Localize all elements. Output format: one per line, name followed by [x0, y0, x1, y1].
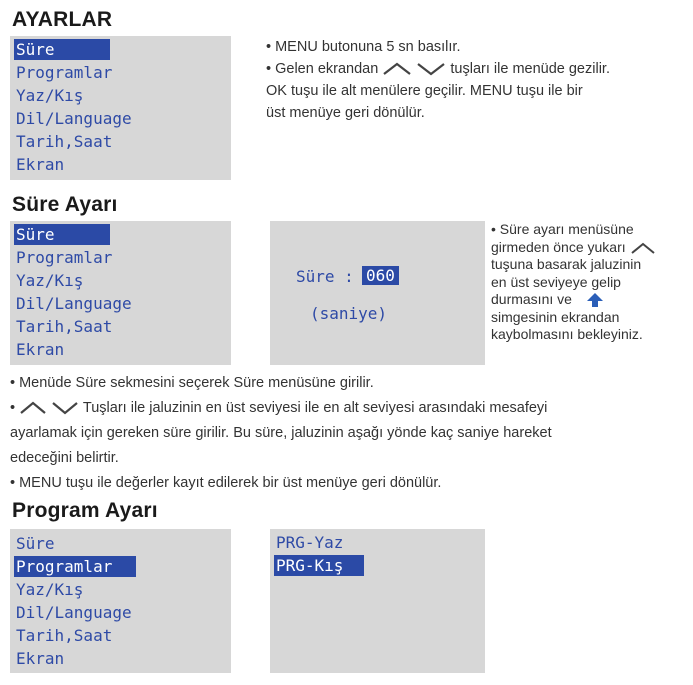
menu-item-programlar[interactable]: Programlar [16, 63, 113, 82]
menu-item-programlar[interactable]: Programlar [14, 556, 136, 577]
menu-item-sure[interactable]: Süre [16, 534, 55, 553]
settings-title: AYARLAR [12, 8, 113, 31]
duration-note-2 [491, 239, 656, 257]
menu-item-sure[interactable]: Süre [14, 39, 110, 60]
duration-body-2c: edeceğini belirtir. [10, 450, 119, 466]
chevron-down-icon [416, 61, 446, 77]
arrow-up-icon [580, 292, 610, 308]
menu-item-yaz-kis[interactable]: Yaz/Kış [16, 580, 84, 599]
duration-body-1: • Menüde Süre sekmesini seçerek Süre menüsüne girilir. [10, 375, 374, 391]
program-lcd [10, 529, 231, 673]
menu-item-yaz-kis[interactable]: Yaz/Kış [16, 271, 84, 290]
duration-note-3: tuşuna basarak jaluzinin [491, 256, 642, 272]
program-title: Program Ayarı [12, 499, 158, 522]
settings-desc-4: üst menüye geri dönülür. [266, 105, 425, 121]
duration-note-5 [491, 291, 610, 309]
duration-title: Süre Ayarı [12, 193, 118, 216]
duration-body-2-text: Tuşları ile jaluzinin en üst seviyesi ile en alt seviyesi arasındaki mesafeyi [82, 400, 548, 416]
program-sub-yaz[interactable]: PRG-Yaz [276, 533, 344, 552]
duration-note-4: en üst seviyeye gelip [491, 273, 621, 290]
duration-lcd [10, 221, 231, 365]
duration-note-6: simgesinin ekrandan [491, 308, 620, 325]
menu-item-ekran[interactable]: Ekran [16, 155, 65, 174]
menu-item-ekran[interactable]: Ekran [16, 649, 65, 668]
menu-item-yaz-kis[interactable]: Yaz/Kış [16, 86, 84, 105]
bullet: • [10, 400, 16, 416]
menu-item-tarih-saat[interactable]: Tarih,Saat [16, 132, 113, 151]
menu-item-tarih-saat[interactable]: Tarih,Saat [16, 317, 113, 336]
chevron-up-icon [19, 400, 47, 416]
chevron-up-icon [382, 61, 412, 77]
settings-desc-2-post: tuşları ile menüde gezilir. [450, 61, 610, 77]
chevron-up-icon [630, 241, 656, 255]
settings-desc-3: OK tuşu ile alt menülere geçilir. MENU tuşu ile bir [266, 83, 583, 99]
duration-value[interactable]: 060 [362, 266, 399, 285]
settings-desc-2 [266, 58, 610, 80]
menu-item-dil-language[interactable]: Dil/Language [16, 603, 132, 622]
duration-unit: (saniye) [310, 304, 388, 323]
settings-lcd [10, 36, 231, 180]
menu-item-tarih-saat[interactable]: Tarih,Saat [16, 626, 113, 645]
settings-desc-1: • MENU butonuna 5 sn basılır. [266, 39, 461, 55]
duration-body-2 [10, 397, 547, 419]
menu-item-sure[interactable]: Süre [14, 224, 110, 245]
menu-item-programlar[interactable]: Programlar [16, 248, 113, 267]
duration-note-2-text: girmeden önce yukarı [491, 238, 626, 255]
menu-item-ekran[interactable]: Ekran [16, 340, 65, 359]
duration-label: Süre : [296, 267, 354, 286]
program-screen [270, 529, 485, 673]
duration-note-7: kaybolmasını bekleyiniz. [491, 326, 643, 342]
duration-screen [270, 221, 485, 365]
menu-item-dil-language[interactable]: Dil/Language [16, 294, 132, 313]
program-sub-kis[interactable]: PRG-Kış [274, 555, 364, 576]
chevron-down-icon [51, 400, 79, 416]
duration-note-5-text: durmasını ve [491, 291, 572, 307]
duration-body-3: • MENU tuşu ile değerler kayıt edilerek bir üst menüye geri dönülür. [10, 475, 442, 491]
duration-note-1: • Süre ayarı menüsüne [491, 221, 634, 237]
settings-desc-2-pre: • Gelen ekrandan [266, 61, 379, 77]
duration-body-2b: ayarlamak için gereken süre girilir. Bu süre, jaluzinin aşağı yönde kaç saniye hareket [10, 425, 552, 441]
menu-item-dil-language[interactable]: Dil/Language [16, 109, 132, 128]
